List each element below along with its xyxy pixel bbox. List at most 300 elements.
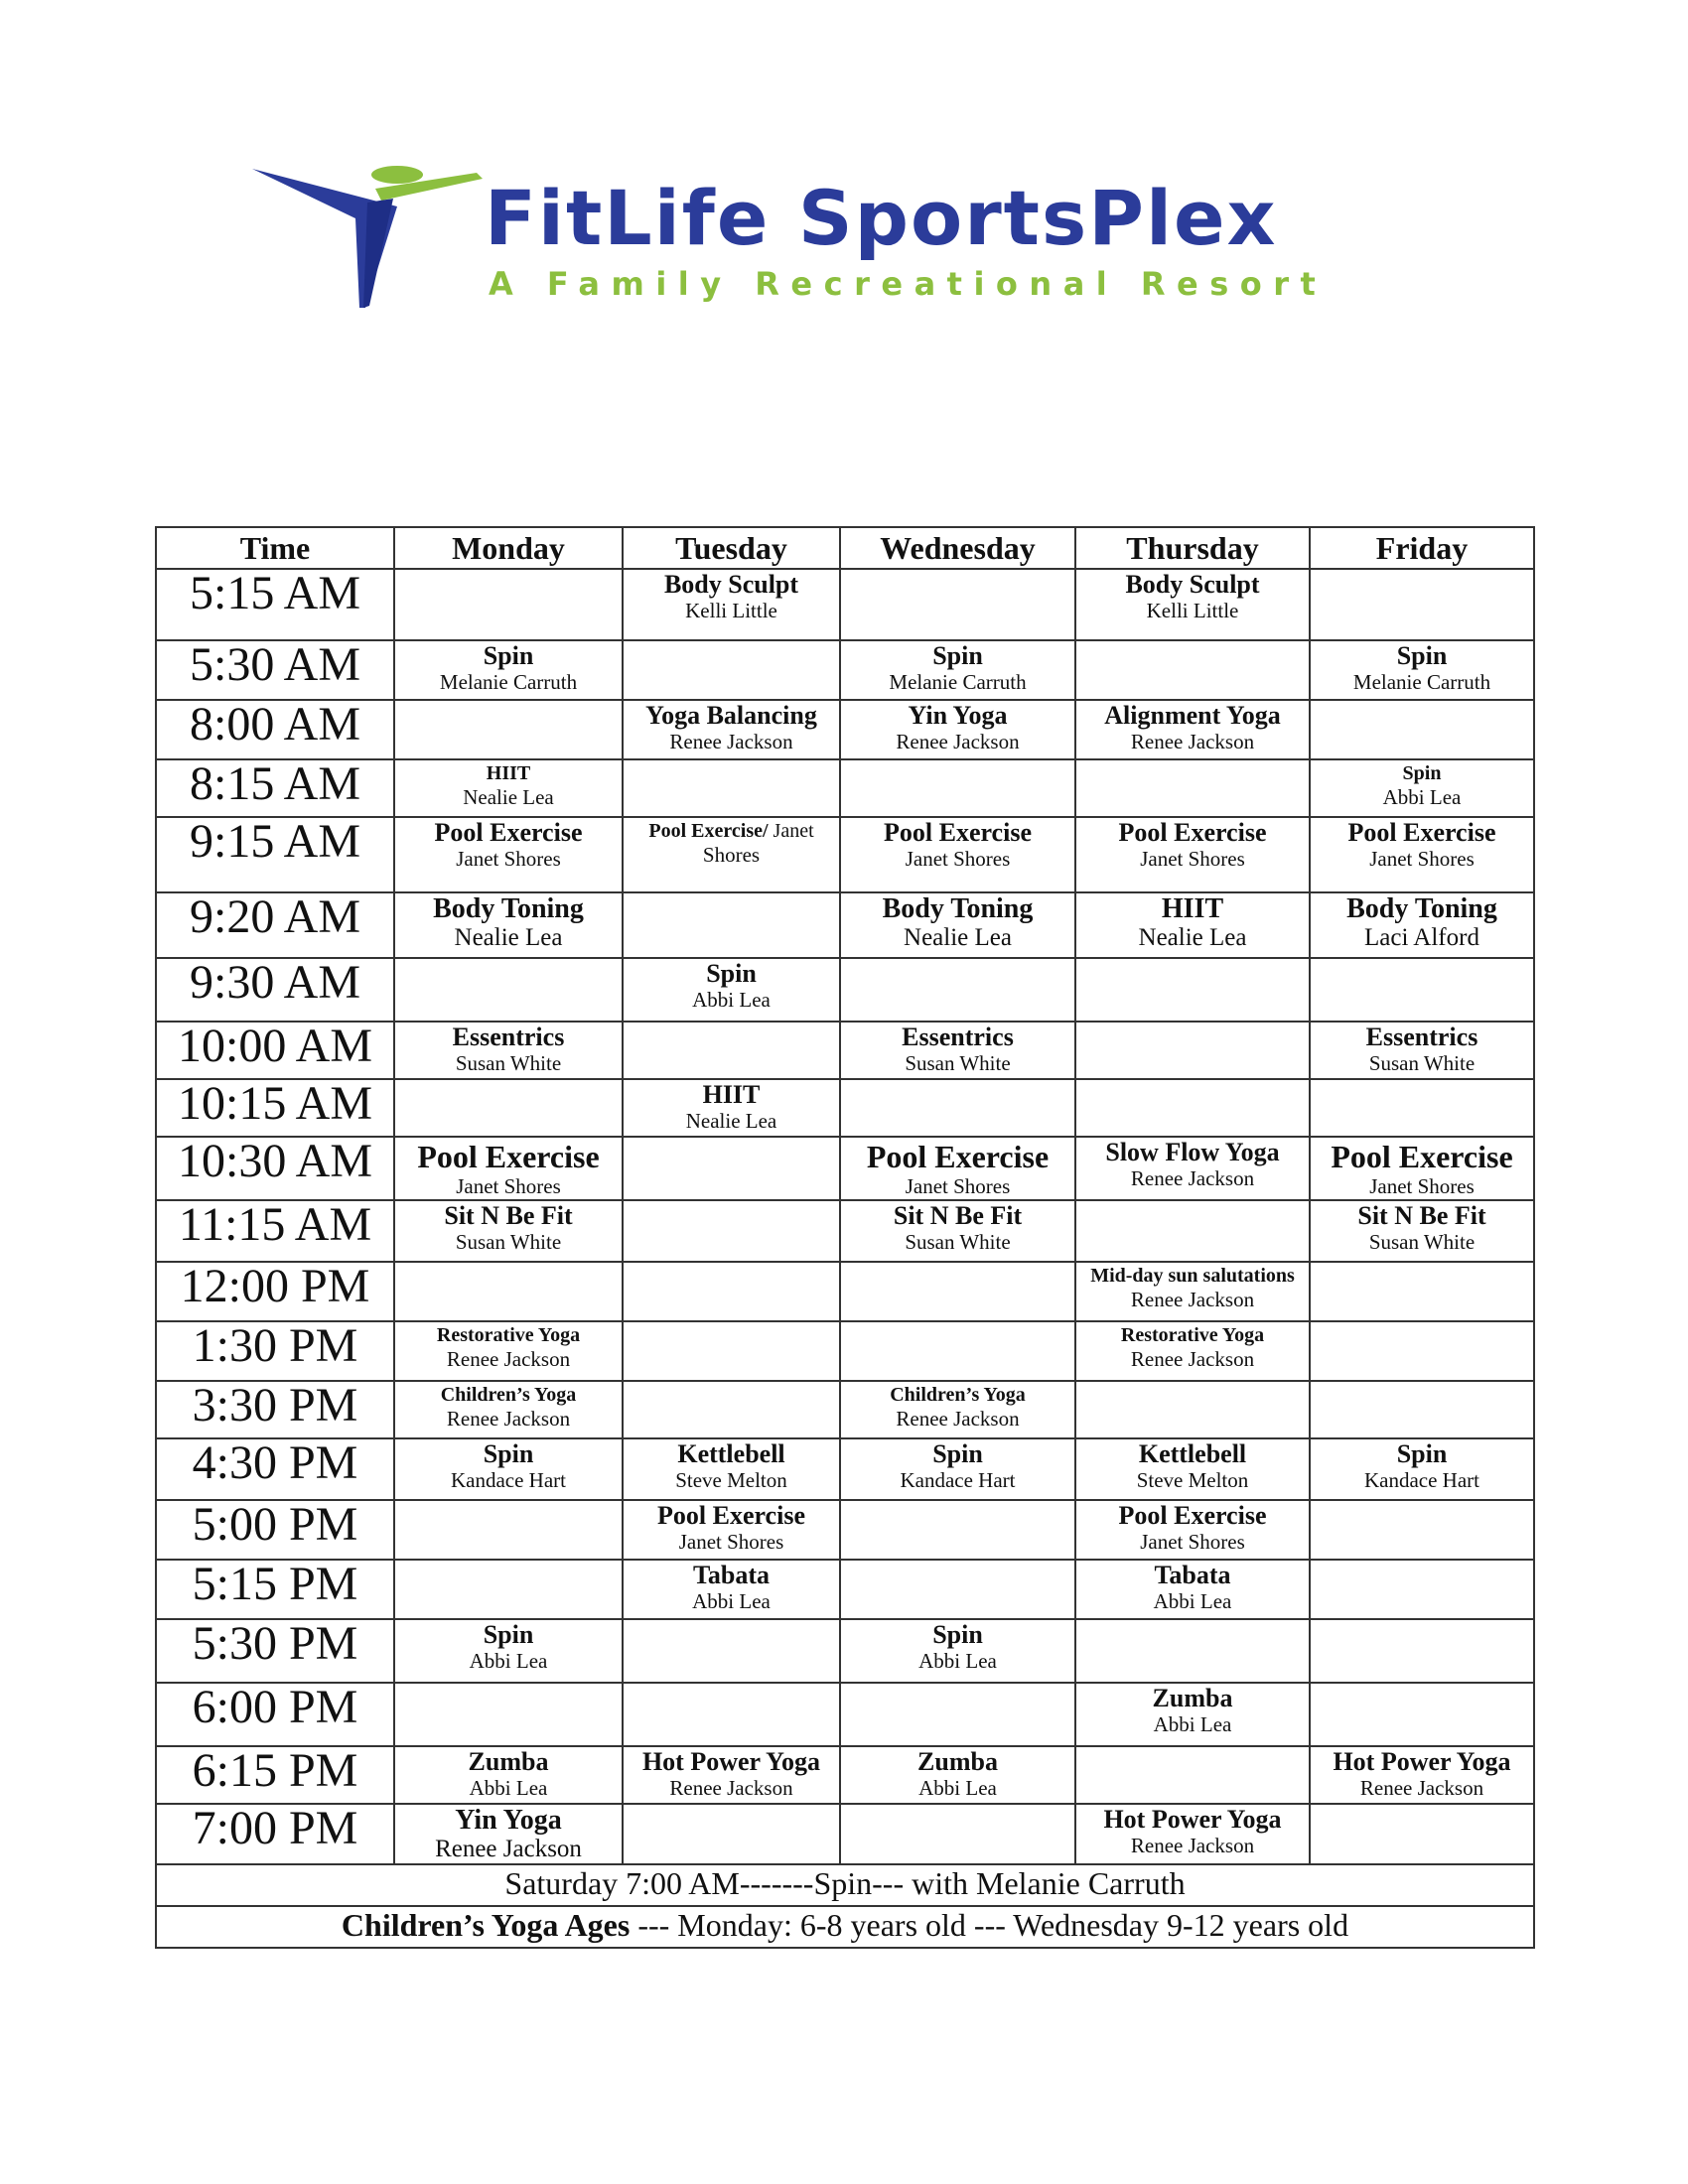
class-cell-tuesday xyxy=(623,640,840,700)
class-cell-friday xyxy=(1310,958,1534,1022)
class-title: HIIT xyxy=(702,1080,761,1109)
class-cell-monday xyxy=(394,1079,623,1137)
class-name xyxy=(1076,1439,1309,1468)
class-title: Spin xyxy=(1402,762,1442,784)
class-cell-thursday xyxy=(1075,1381,1310,1438)
class-cell-friday xyxy=(1310,1079,1534,1137)
class-cell-tuesday xyxy=(623,1804,840,1864)
time-cell: 10:15 AM xyxy=(156,1079,394,1137)
class-cell-monday xyxy=(394,1381,623,1438)
class-cell-thursday xyxy=(1075,1560,1310,1619)
class-cell-tuesday xyxy=(623,1321,840,1381)
header-thursday: Thursday xyxy=(1075,527,1310,569)
class-title: Pool Exercise xyxy=(417,1139,600,1174)
childrens-yoga-ages-note xyxy=(156,1906,1534,1948)
class-cell-thursday xyxy=(1075,1500,1310,1560)
header-tuesday: Tuesday xyxy=(623,527,840,569)
time-cell: 5:15 AM xyxy=(156,569,394,640)
class-name xyxy=(841,818,1074,847)
schedule-row xyxy=(156,759,1534,817)
class-title: Spin xyxy=(706,959,757,988)
instructor-name: Nealie Lea xyxy=(454,924,563,951)
fitlife-logo xyxy=(248,159,1440,328)
schedule-row xyxy=(156,958,1534,1022)
class-name xyxy=(395,760,622,785)
class-name xyxy=(395,641,622,670)
time-cell: 8:00 AM xyxy=(156,700,394,759)
instructor-name: Melanie Carruth xyxy=(439,670,578,694)
class-title: Spin xyxy=(932,1439,983,1468)
class-name xyxy=(624,1439,839,1468)
instructor-name: Janet Shores xyxy=(1140,847,1245,871)
class-title: Spin xyxy=(1396,641,1448,670)
class-title: Body Toning xyxy=(882,893,1034,924)
class-cell-wednesday xyxy=(840,817,1075,892)
class-cell-friday xyxy=(1310,1619,1534,1683)
class-cell-thursday xyxy=(1075,817,1310,892)
schedule-row xyxy=(156,1500,1534,1560)
class-cell-friday xyxy=(1310,1262,1534,1321)
schedule-row xyxy=(156,1137,1534,1200)
class-cell-wednesday xyxy=(840,1560,1075,1619)
schedule-row xyxy=(156,1200,1534,1262)
childrens-yoga-ages-label: Children’s Yoga Ages xyxy=(341,1907,631,1943)
class-cell-wednesday xyxy=(840,1137,1075,1200)
class-title: Spin xyxy=(1396,1439,1448,1468)
instructor-name: Nealie Lea xyxy=(1138,924,1247,951)
instructor-name: Renee Jackson xyxy=(896,1407,1020,1431)
class-cell-thursday xyxy=(1075,700,1310,759)
class-cell-wednesday xyxy=(840,640,1075,700)
class-cell-thursday xyxy=(1075,1079,1310,1137)
class-name xyxy=(1076,1138,1309,1166)
saturday-note: Saturday 7:00 AM-------Spin--- with Melanie Carruth xyxy=(156,1864,1534,1906)
class-cell-tuesday xyxy=(623,1438,840,1500)
class-cell-tuesday xyxy=(623,817,840,892)
class-name xyxy=(1076,701,1309,730)
instructor-name: Renee Jackson xyxy=(896,730,1020,753)
class-name xyxy=(841,701,1074,730)
class-cell-thursday xyxy=(1075,1438,1310,1500)
time-cell: 11:15 AM xyxy=(156,1200,394,1262)
class-cell-wednesday xyxy=(840,700,1075,759)
instructor-name: Susan White xyxy=(905,1051,1011,1075)
class-cell-wednesday xyxy=(840,1683,1075,1746)
class-name xyxy=(395,1201,622,1230)
class-name xyxy=(624,1561,839,1589)
class-title: Alignment Yoga xyxy=(1104,701,1281,730)
class-cell-monday xyxy=(394,892,623,958)
brand-tagline: A Family Recreational Resort xyxy=(489,265,1328,303)
class-cell-tuesday xyxy=(623,1137,840,1200)
class-cell-monday xyxy=(394,759,623,817)
class-name xyxy=(624,1501,839,1530)
time-cell: 10:30 AM xyxy=(156,1137,394,1200)
instructor-name: Susan White xyxy=(1368,1051,1476,1075)
header-wednesday: Wednesday xyxy=(840,527,1075,569)
class-cell-tuesday xyxy=(623,1079,840,1137)
class-cell-monday xyxy=(394,569,623,640)
time-cell: 3:30 PM xyxy=(156,1381,394,1438)
class-title: Yin Yoga xyxy=(455,1805,562,1836)
class-name xyxy=(841,1382,1074,1407)
class-cell-thursday xyxy=(1075,1746,1310,1804)
instructor-name: Kandace Hart xyxy=(450,1468,566,1492)
time-cell: 6:15 PM xyxy=(156,1746,394,1804)
instructor-name: Renee Jackson xyxy=(669,1776,793,1800)
class-cell-thursday xyxy=(1075,958,1310,1022)
class-name xyxy=(1311,641,1533,670)
class-name xyxy=(1311,1439,1533,1468)
class-cell-thursday xyxy=(1075,1200,1310,1262)
class-cell-thursday xyxy=(1075,1137,1310,1200)
class-title: Pool Exercise xyxy=(657,1501,805,1530)
class-title: Sit N Be Fit xyxy=(1357,1201,1486,1230)
class-cell-monday xyxy=(394,817,623,892)
class-cell-friday xyxy=(1310,892,1534,958)
class-title: HIIT xyxy=(1161,893,1224,924)
class-title: Pool Exercise xyxy=(1331,1139,1513,1174)
schedule-row xyxy=(156,817,1534,892)
class-title: Kettlebell xyxy=(1138,1439,1247,1468)
instructor-name: Renee Jackson xyxy=(1130,1166,1255,1190)
class-cell-friday xyxy=(1310,1321,1534,1381)
instructor-name: Shores xyxy=(702,843,761,867)
class-name xyxy=(1076,1263,1309,1288)
class-title: Restorative Yoga xyxy=(436,1324,581,1346)
class-title: Slow Flow Yoga xyxy=(1105,1138,1280,1166)
class-name xyxy=(1076,818,1309,847)
class-cell-tuesday xyxy=(623,1022,840,1079)
class-cell-thursday xyxy=(1075,1619,1310,1683)
time-cell: 9:30 AM xyxy=(156,958,394,1022)
instructor-name: Nealie Lea xyxy=(685,1109,777,1133)
class-title: Spin xyxy=(932,1620,983,1649)
class-name xyxy=(395,1138,622,1174)
class-cell-monday xyxy=(394,1619,623,1683)
class-cell-friday xyxy=(1310,1746,1534,1804)
class-cell-thursday xyxy=(1075,759,1310,817)
instructor-name: Melanie Carruth xyxy=(1352,670,1491,694)
class-name xyxy=(841,1620,1074,1649)
schedule-row xyxy=(156,1079,1534,1137)
class-cell-friday xyxy=(1310,1137,1534,1200)
class-name xyxy=(624,959,839,988)
schedule-row xyxy=(156,1022,1534,1079)
instructor-name: Abbi Lea xyxy=(1382,785,1462,809)
instructor-name: Renee Jackson xyxy=(1130,1834,1255,1857)
class-cell-monday xyxy=(394,1500,623,1560)
class-name xyxy=(395,1805,622,1836)
schedule-row xyxy=(156,1619,1534,1683)
time-cell: 10:00 AM xyxy=(156,1022,394,1079)
instructor-name: Nealie Lea xyxy=(463,785,554,809)
childrens-yoga-ages-detail: --- Monday: 6-8 years old --- Wednesday 9-12 years old xyxy=(630,1907,1349,1943)
class-name xyxy=(1311,1138,1533,1174)
instructor-name: Abbi Lea xyxy=(692,988,771,1012)
class-cell-monday xyxy=(394,1321,623,1381)
class-cell-tuesday xyxy=(623,700,840,759)
class-cell-friday xyxy=(1310,569,1534,640)
class-cell-thursday xyxy=(1075,892,1310,958)
class-name xyxy=(624,818,839,843)
class-cell-thursday xyxy=(1075,1262,1310,1321)
class-title: HIIT xyxy=(486,762,531,784)
class-name xyxy=(624,1080,839,1109)
schedule-row xyxy=(156,1262,1534,1321)
instructor-first-name: Janet xyxy=(768,820,814,842)
class-name xyxy=(841,1138,1074,1174)
class-name xyxy=(841,1439,1074,1468)
class-name xyxy=(841,893,1074,924)
schedule-body xyxy=(156,569,1534,1864)
class-cell-tuesday xyxy=(623,958,840,1022)
schedule-row xyxy=(156,700,1534,759)
class-cell-monday xyxy=(394,1683,623,1746)
instructor-name: Melanie Carruth xyxy=(889,670,1027,694)
class-cell-monday xyxy=(394,1262,623,1321)
schedule-row xyxy=(156,1560,1534,1619)
class-cell-friday xyxy=(1310,700,1534,759)
instructor-name: Renee Jackson xyxy=(1130,1288,1255,1311)
class-cell-wednesday xyxy=(840,1321,1075,1381)
class-name xyxy=(1311,1023,1533,1051)
class-name xyxy=(395,1620,622,1649)
instructor-name: Susan White xyxy=(455,1051,562,1075)
instructor-name: Renee Jackson xyxy=(1130,730,1255,753)
class-cell-thursday xyxy=(1075,1683,1310,1746)
instructor-name: Renee Jackson xyxy=(1130,1347,1255,1371)
class-name xyxy=(1311,1201,1533,1230)
class-name xyxy=(1311,760,1533,785)
swoosh-figure-icon xyxy=(248,159,487,328)
time-cell: 9:20 AM xyxy=(156,892,394,958)
class-cell-tuesday xyxy=(623,1683,840,1746)
class-cell-tuesday xyxy=(623,569,840,640)
class-title: Spin xyxy=(483,1620,534,1649)
class-cell-wednesday xyxy=(840,1500,1075,1560)
class-title: Pool Exercise xyxy=(866,1139,1050,1174)
class-title: Hot Power Yoga xyxy=(1103,1805,1282,1834)
class-cell-thursday xyxy=(1075,1804,1310,1864)
class-title: Pool Exercise xyxy=(1347,818,1496,847)
time-cell: 4:30 PM xyxy=(156,1438,394,1500)
class-cell-monday xyxy=(394,1804,623,1864)
instructor-name: Janet Shores xyxy=(1369,1174,1475,1198)
schedule-row xyxy=(156,1804,1534,1864)
class-cell-wednesday xyxy=(840,569,1075,640)
class-cell-friday xyxy=(1310,1804,1534,1864)
class-title: Yin Yoga xyxy=(908,701,1008,730)
class-name xyxy=(841,1201,1074,1230)
class-cell-tuesday xyxy=(623,759,840,817)
class-cell-monday xyxy=(394,1438,623,1500)
class-cell-tuesday xyxy=(623,1200,840,1262)
class-title: Pool Exercise/ xyxy=(648,820,769,842)
class-name xyxy=(395,1439,622,1468)
time-cell: 1:30 PM xyxy=(156,1321,394,1381)
time-cell: 7:00 PM xyxy=(156,1804,394,1864)
header-row xyxy=(156,527,1534,569)
instructor-name: Kelli Little xyxy=(1146,599,1239,622)
class-title: Essentrics xyxy=(1365,1023,1478,1051)
class-cell-friday xyxy=(1310,1500,1534,1560)
class-name xyxy=(395,893,622,924)
class-cell-tuesday xyxy=(623,1619,840,1683)
instructor-name: Abbi Lea xyxy=(1153,1589,1232,1613)
class-name xyxy=(395,1382,622,1407)
class-name xyxy=(624,701,839,730)
class-cell-wednesday xyxy=(840,1200,1075,1262)
class-name xyxy=(1076,570,1309,599)
class-cell-tuesday xyxy=(623,1262,840,1321)
class-title: Body Sculpt xyxy=(1125,570,1260,599)
class-title: Zumba xyxy=(1152,1684,1233,1712)
class-cell-friday xyxy=(1310,759,1534,817)
class-title: Body Toning xyxy=(433,893,584,924)
instructor-name: Kelli Little xyxy=(685,599,777,622)
class-title: Tabata xyxy=(1154,1561,1231,1589)
class-cell-wednesday xyxy=(840,1079,1075,1137)
class-name xyxy=(1076,1501,1309,1530)
class-cell-monday xyxy=(394,1746,623,1804)
class-cell-wednesday xyxy=(840,958,1075,1022)
class-title: Hot Power Yoga xyxy=(641,1747,821,1776)
footer-row-kids xyxy=(156,1906,1534,1948)
class-title: Tabata xyxy=(692,1561,771,1589)
class-cell-friday xyxy=(1310,1381,1534,1438)
footer-row-saturday xyxy=(156,1864,1534,1906)
schedule-row xyxy=(156,1746,1534,1804)
class-title: Mid-day sun salutations xyxy=(1090,1265,1295,1287)
class-name xyxy=(395,1322,622,1347)
schedule-row xyxy=(156,892,1534,958)
class-name xyxy=(624,570,839,599)
instructor-name: Kandace Hart xyxy=(900,1468,1016,1492)
class-title: Sit N Be Fit xyxy=(444,1201,573,1230)
instructor-name: Janet Shores xyxy=(678,1530,784,1554)
instructor-name: Abbi Lea xyxy=(692,1589,771,1613)
class-cell-friday xyxy=(1310,1683,1534,1746)
class-cell-thursday xyxy=(1075,640,1310,700)
class-name xyxy=(1311,1747,1533,1776)
class-cell-monday xyxy=(394,640,623,700)
time-cell: 5:30 AM xyxy=(156,640,394,700)
class-title: Zumba xyxy=(917,1747,998,1776)
class-title: Essentrics xyxy=(452,1023,565,1051)
instructor-name: Janet Shores xyxy=(1369,847,1475,871)
time-cell: 6:00 PM xyxy=(156,1683,394,1746)
instructor-name: Nealie Lea xyxy=(904,924,1012,951)
instructor-name: Abbi Lea xyxy=(1153,1712,1232,1736)
class-title: Body Sculpt xyxy=(663,570,799,599)
class-cell-tuesday xyxy=(623,1500,840,1560)
class-cell-wednesday xyxy=(840,1746,1075,1804)
class-cell-wednesday xyxy=(840,1804,1075,1864)
class-cell-monday xyxy=(394,1560,623,1619)
class-title: Restorative Yoga xyxy=(1120,1324,1265,1346)
class-name xyxy=(1076,1684,1309,1712)
class-cell-wednesday xyxy=(840,1438,1075,1500)
schedule-row xyxy=(156,569,1534,640)
class-name xyxy=(841,1023,1074,1051)
class-cell-tuesday xyxy=(623,1560,840,1619)
instructor-name: Renee Jackson xyxy=(446,1407,571,1431)
class-title: Body Toning xyxy=(1346,893,1497,924)
class-title: Children’s Yoga xyxy=(440,1384,577,1406)
class-cell-thursday xyxy=(1075,1321,1310,1381)
class-title: Pool Exercise xyxy=(884,818,1032,847)
class-cell-monday xyxy=(394,958,623,1022)
class-title: Children’s Yoga xyxy=(890,1384,1026,1406)
class-title: Spin xyxy=(483,641,534,670)
instructor-name: Abbi Lea xyxy=(918,1649,997,1673)
class-title: Kettlebell xyxy=(677,1439,785,1468)
instructor-name: Abbi Lea xyxy=(469,1776,548,1800)
class-title: Spin xyxy=(932,641,983,670)
instructor-name: Renee Jackson xyxy=(435,1836,582,1862)
header-monday: Monday xyxy=(394,527,623,569)
class-cell-wednesday xyxy=(840,1022,1075,1079)
schedule-row xyxy=(156,1381,1534,1438)
schedule-row xyxy=(156,1438,1534,1500)
class-name xyxy=(1076,1805,1309,1834)
instructor-name: Abbi Lea xyxy=(469,1649,548,1673)
instructor-name: Abbi Lea xyxy=(918,1776,997,1800)
class-cell-wednesday xyxy=(840,1262,1075,1321)
class-title: Spin xyxy=(483,1439,534,1468)
instructor-name: Susan White xyxy=(1368,1230,1476,1254)
instructor-name: Steve Melton xyxy=(1136,1468,1249,1492)
class-cell-friday xyxy=(1310,1438,1534,1500)
class-cell-friday xyxy=(1310,1022,1534,1079)
class-name xyxy=(395,1023,622,1051)
instructor-name: Janet Shores xyxy=(456,1174,561,1198)
class-title: Hot Power Yoga xyxy=(1333,1747,1511,1776)
instructor-name: Janet Shores xyxy=(905,847,1011,871)
brand-name: FitLife SportsPlex xyxy=(485,174,1278,262)
class-name xyxy=(1076,1322,1309,1347)
instructor-name: Renee Jackson xyxy=(669,730,793,753)
class-name xyxy=(395,818,622,847)
class-cell-monday xyxy=(394,700,623,759)
time-cell: 12:00 PM xyxy=(156,1262,394,1321)
instructor-name: Janet Shores xyxy=(456,847,561,871)
class-cell-friday xyxy=(1310,1560,1534,1619)
class-cell-thursday xyxy=(1075,1022,1310,1079)
class-title: Essentrics xyxy=(902,1023,1014,1051)
instructor-name: Janet Shores xyxy=(1140,1530,1245,1554)
class-name xyxy=(624,1747,839,1776)
class-name xyxy=(1311,893,1533,924)
class-cell-wednesday xyxy=(840,892,1075,958)
header-time: Time xyxy=(156,527,394,569)
time-cell: 9:15 AM xyxy=(156,817,394,892)
class-name xyxy=(395,1747,622,1776)
class-cell-tuesday xyxy=(623,1381,840,1438)
time-cell: 5:00 PM xyxy=(156,1500,394,1560)
class-cell-tuesday xyxy=(623,1746,840,1804)
class-cell-wednesday xyxy=(840,1381,1075,1438)
class-cell-wednesday xyxy=(840,759,1075,817)
class-cell-thursday xyxy=(1075,569,1310,640)
class-cell-friday xyxy=(1310,1200,1534,1262)
class-schedule-table xyxy=(155,526,1535,1949)
class-cell-monday xyxy=(394,1137,623,1200)
instructor-name: Susan White xyxy=(455,1230,562,1254)
class-cell-monday xyxy=(394,1200,623,1262)
class-name xyxy=(1076,1561,1309,1589)
